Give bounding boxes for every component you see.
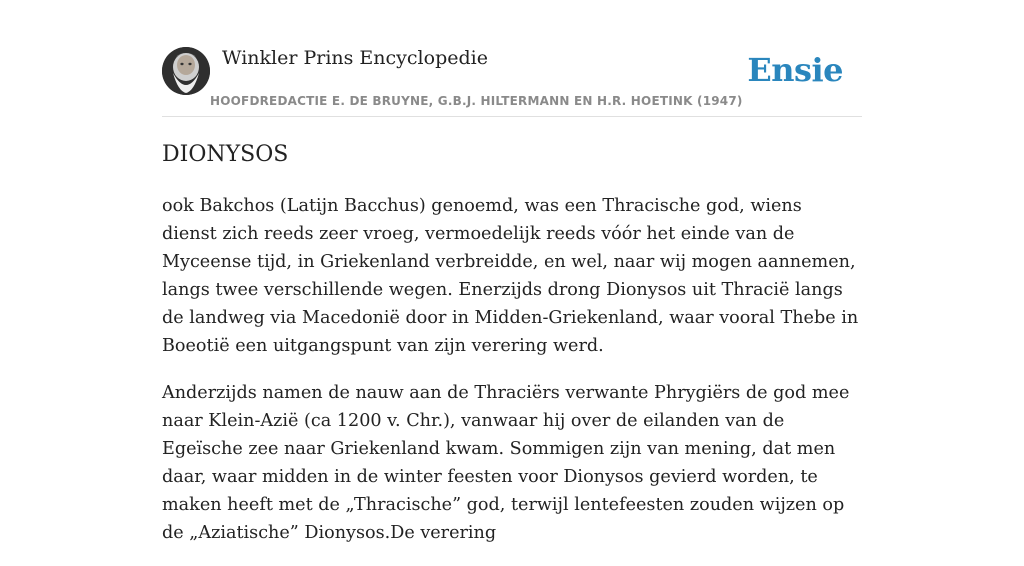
page-header bbox=[162, 0, 862, 117]
editors-line: HOOFDREDACTIE E. DE BRUYNE, G.B.J. HILTERMANN EN H.R. HOETINK (1947) bbox=[210, 94, 743, 108]
source-title[interactable]: Winkler Prins Encyclopedie bbox=[222, 47, 488, 69]
article-paragraph: ook Bakchos (Latijn Bacchus) genoemd, was een Thracische god, wiens dienst zich reeds zeer vroeg, vermoedelijk reeds vóór het einde van de Myceense tijd, in Griekenland verbreidde, en wel, naar wij mogen aannemen, langs twee verschillende wegen. Enerzijds drong Dionysos uit Thracië langs de landweg via Macedonië door in Midden-Griekenland, waar vooral Thebe in Boeotië een uitgangspunt van zijn verering werd. bbox=[162, 196, 859, 356]
article-body bbox=[162, 192, 862, 566]
ensie-logo[interactable]: Ensie bbox=[747, 51, 843, 89]
article-paragraph: Anderzijds namen de nauw aan de Thraciërs verwante Phrygiërs de god mee naar Klein-Azië (ca 1200 v. Chr.), vanwaar hij over de eilanden van de Egeïsche zee naar Griekenland kwam. Sommigen zijn van mening, dat men daar, waar midden in de winter feesten voor Dionysos gevierd worden, te maken heeft met de „Thracische” god, terwijl lentefeesten zouden wijzen op de „Aziatische” Dionysos.De verering bbox=[162, 383, 850, 543]
page-container bbox=[162, 0, 862, 543]
article-title: DIONYSOS bbox=[162, 142, 289, 167]
portrait-avatar-icon bbox=[162, 47, 210, 95]
